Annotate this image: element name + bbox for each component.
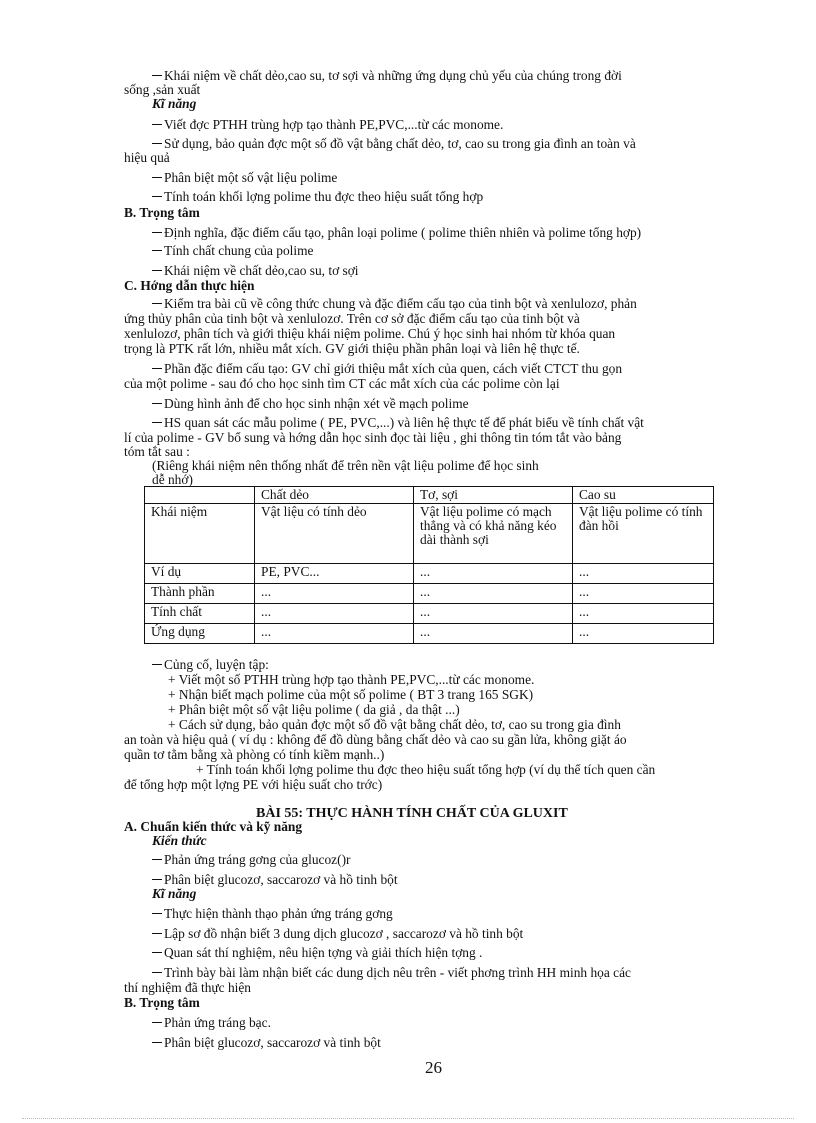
line-17: trọng là PTK rất lớn, nhiều mắt xích. GV giới thiệu phần phân loại và liên hệ thực tế. bbox=[124, 341, 580, 356]
line-27: + Viết một số PTHH trùng hợp tạo thành PE,PVC,...từ các monome. bbox=[168, 672, 535, 687]
table-row bbox=[145, 584, 714, 604]
line-8: Tính toán khối lợng polime thu đợc theo hiệu suất tổng hợp bbox=[152, 189, 483, 204]
table-cell: ... bbox=[255, 624, 414, 644]
table-cell: PE, PVC... bbox=[255, 564, 414, 584]
line-26: Củng cố, luyện tập: bbox=[152, 657, 269, 672]
line-41: Thực hiện thành thạo phản ứng tráng gơng bbox=[152, 906, 393, 921]
table-cell: ... bbox=[255, 604, 414, 624]
table-row bbox=[145, 624, 714, 644]
line-38: Phản ứng tráng gơng của glucoz()r bbox=[152, 852, 351, 867]
table-cell: ... bbox=[573, 624, 714, 644]
heading-kien-thuc: Kiến thức bbox=[152, 833, 207, 848]
line-12: Khái niệm về chất dẻo,cao su, tơ sợi bbox=[152, 263, 359, 278]
heading-chuan-kien-thuc: A. Chuẩn kiến thức và kỹ năng bbox=[124, 819, 303, 834]
table-header-row bbox=[145, 487, 714, 504]
line-39: Phân biệt glucozơ, saccarozơ và hồ tinh bột bbox=[152, 872, 398, 887]
table-cell: ... bbox=[573, 564, 714, 584]
table-cell: ... bbox=[414, 564, 573, 584]
line-11: Tính chất chung của polime bbox=[152, 243, 313, 258]
table-cell: Vật liệu polime có mạch thẳng và có khả năng kéo dài thành sợi bbox=[414, 504, 573, 564]
line-10: Định nghĩa, đặc điểm cấu tạo, phân loại polime ( polime thiên nhiên và polime tổng hợp) bbox=[152, 225, 641, 240]
table-header-cell: Chất dẻo bbox=[255, 487, 414, 504]
section-title: BÀI 55: THỰC HÀNH TÍNH CHẤT CỦA GLUXIT bbox=[256, 806, 568, 821]
line-23: tóm tắt sau : bbox=[124, 444, 190, 459]
heading-trong-tam: B. Trọng tâm bbox=[124, 205, 200, 220]
heading-ki-nang-2: Kĩ năng bbox=[152, 886, 197, 901]
line-43: Quan sát thí nghiệm, nêu hiện tợng và giải thích hiện tợng . bbox=[152, 945, 482, 960]
table-row bbox=[145, 604, 714, 624]
table-cell: Khái niệm bbox=[145, 504, 255, 564]
dash-bullet bbox=[152, 75, 162, 76]
footer-divider bbox=[22, 1118, 794, 1119]
line-22: lí của polime - GV bổ sung và hớng dẫn học sinh đọc tài liệu , ghi thông tin tóm tắt vào bảng bbox=[124, 430, 622, 445]
line-5: Sử dụng, bảo quản đợc một số đồ vật bằng chất dẻo, tơ, cao su trong gia đình an toàn và bbox=[152, 136, 636, 151]
line-30: + Cách sử dụng, bảo quản đợc một số đồ vật bằng chất dẻo, tơ, cao su trong gia đình bbox=[168, 717, 621, 732]
line-18: Phần đặc điểm cấu tạo: GV chỉ giới thiệu mắt xích của quen, cách viết CTCT thu gọn bbox=[152, 361, 622, 376]
table-cell: Thành phần bbox=[145, 584, 255, 604]
line-34: để tổng hợp một lợng PE với hiệu suất cho trớc) bbox=[124, 777, 383, 792]
table-header-cell: Cao su bbox=[573, 487, 714, 504]
table-cell: Ví dụ bbox=[145, 564, 255, 584]
line-21: HS quan sát các mẫu polime ( PE, PVC,...) và liên hệ thực tế để phát biểu về tính chất vật bbox=[152, 415, 644, 430]
heading-ki-nang: Kĩ năng bbox=[152, 96, 197, 111]
line-24: (Riêng khái niệm nên thống nhất để trên nền vật liệu polime để học sinh bbox=[152, 458, 539, 473]
line-42: Lập sơ đồ nhận biết 3 dung dịch glucozơ , saccarozơ và hồ tinh bột bbox=[152, 926, 523, 941]
table-cell: Ứng dụng bbox=[145, 624, 255, 644]
table-row bbox=[145, 564, 714, 584]
table-header-cell bbox=[145, 487, 255, 504]
page-number: 26 bbox=[425, 1058, 442, 1077]
table-cell: ... bbox=[414, 624, 573, 644]
line-48: Phân biệt glucozơ, saccarozơ và tinh bột bbox=[152, 1035, 381, 1050]
line-4: Viết đợc PTHH trùng hợp tạo thành PE,PVC,...từ các monome. bbox=[152, 117, 503, 132]
line-33: + Tính toán khối lợng polime thu đợc theo hiệu suất tổng hợp (ví dụ thể tích quen cần bbox=[196, 762, 656, 777]
table-cell: Vật liệu polime có tính đàn hồi bbox=[573, 504, 714, 564]
line-44: Trình bày bài làm nhận biết các dung dịch nêu trên - viết phơng trình HH minh họa các bbox=[152, 965, 631, 980]
line-6: hiệu quả bbox=[124, 150, 170, 165]
table-row bbox=[145, 504, 714, 564]
line-47: Phản ứng tráng bạc. bbox=[152, 1015, 271, 1030]
line-1: Khái niệm về chất dẻo,cao su, tơ sợi và những ứng dụng chủ yếu của chúng trong đời bbox=[152, 68, 622, 83]
table-cell: Vật liệu có tính dẻo bbox=[255, 504, 414, 564]
table-cell: ... bbox=[573, 584, 714, 604]
line-45: thí nghiệm đã thực hiện bbox=[124, 980, 252, 995]
line-32: quần tơ tằm bằng xà phòng có tính kiềm mạnh..) bbox=[124, 747, 385, 762]
line-20: Dùng hình ảnh để cho học sinh nhận xét về mạch polime bbox=[152, 396, 469, 411]
line-28: + Nhận biết mạch polime của một số polime ( BT 3 trang 165 SGK) bbox=[168, 687, 534, 702]
line-19: của một polime - sau đó cho học sinh tìm CT các mắt xích của các polime còn lại bbox=[124, 376, 560, 391]
line-16: xenlulozơ, phân tích và giới thiệu khái niệm polime. Chú ý học sinh hai nhóm từ khóa quan bbox=[124, 326, 616, 341]
table-cell: ... bbox=[414, 604, 573, 624]
heading-trong-tam-2: B. Trọng tâm bbox=[124, 995, 200, 1010]
table-header-cell: Tơ, sợi bbox=[414, 487, 573, 504]
line-7: Phân biệt một số vật liệu polime bbox=[152, 170, 337, 185]
heading-huong-dan: C. Hớng dẫn thực hiện bbox=[124, 278, 255, 293]
line-25: dễ nhớ) bbox=[152, 472, 193, 487]
line-31: an toàn và hiệu quả ( ví dụ : không để đồ dùng bằng chất dẻo và cao su gần lửa, không giặt áo bbox=[124, 732, 627, 747]
line-29: + Phân biệt một số vật liệu polime ( da giả , da thật ...) bbox=[168, 702, 460, 717]
table-cell: ... bbox=[255, 584, 414, 604]
table-cell: Tính chất bbox=[145, 604, 255, 624]
line-14: Kiểm tra bài cũ về công thức chung và đặc điểm cấu tạo của tinh bột và xenlulozơ, phản bbox=[152, 296, 637, 311]
table-cell: ... bbox=[414, 584, 573, 604]
line-15: ứng thủy phân của tinh bột và xenlulozơ. Trên cơ sở đặc điểm cấu tạo của tinh bột và bbox=[124, 311, 580, 326]
line-2: sống ,sản xuất bbox=[124, 82, 201, 97]
table-cell: ... bbox=[573, 604, 714, 624]
polime-summary-table bbox=[144, 486, 714, 644]
